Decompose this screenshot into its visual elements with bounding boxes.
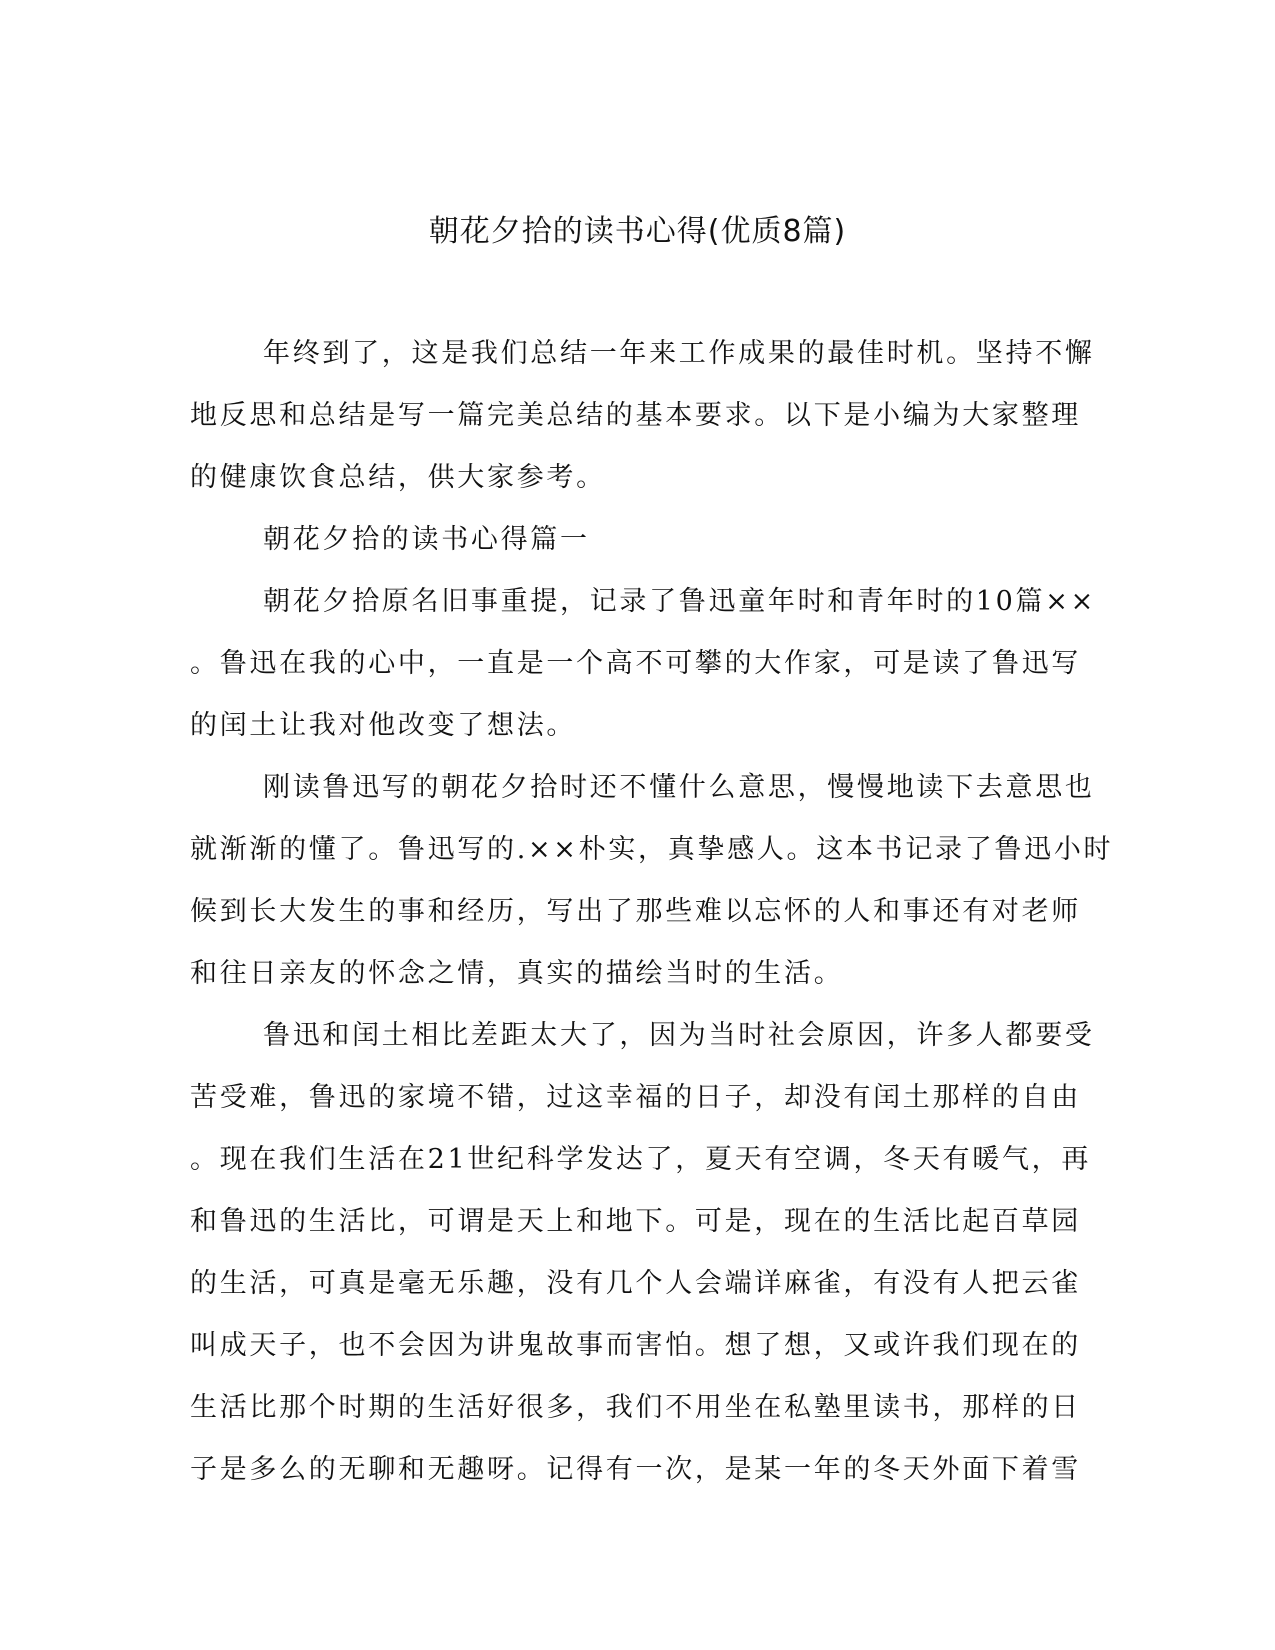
paragraph-line: 的闰土让我对他改变了想法。 <box>190 710 577 741</box>
paragraph-line: 朝花夕拾原名旧事重提，记录了鲁迅童年时和青年时的10篇×× <box>263 586 1096 617</box>
paragraph-line: 苦受难，鲁迅的家境不错，过这幸福的日子，却没有闰土那样的自由 <box>190 1082 1081 1113</box>
paragraph-line: 鲁迅和闰土相比差距太大了，因为当时社会原因，许多人都要受 <box>263 1020 1095 1051</box>
document-title: 朝花夕拾的读书心得(优质8篇) <box>428 214 847 249</box>
paragraph-line: 和鲁迅的生活比，可谓是天上和地下。可是，现在的生活比起百草园 <box>190 1206 1081 1237</box>
paragraph-line: 。现在我们生活在21世纪科学发达了，夏天有空调，冬天有暖气，再 <box>190 1144 1092 1175</box>
paragraph-line: 候到长大发生的事和经历，写出了那些难以忘怀的人和事还有对老师 <box>190 896 1081 927</box>
paragraph-line: 子是多么的无聊和无趣呀。记得有一次，是某一年的冬天外面下着雪 <box>190 1454 1081 1485</box>
document-body <box>190 323 1114 1501</box>
section-heading: 朝花夕拾的读书心得篇一 <box>263 524 590 555</box>
paragraph-line: 就渐渐的懂了。鲁迅写的.××朴实，真挚感人。这本书记录了鲁迅小时 <box>190 834 1114 865</box>
paragraph-line: 叫成天子，也不会因为讲鬼故事而害怕。想了想，又或许我们现在的 <box>190 1330 1081 1361</box>
paragraph-line: 的健康饮食总结，供大家参考。 <box>190 462 606 493</box>
paragraph-line: 年终到了，这是我们总结一年来工作成果的最佳时机。坚持不懈 <box>263 338 1095 369</box>
paragraph-line: 地反思和总结是写一篇完美总结的基本要求。以下是小编为大家整理 <box>190 400 1081 431</box>
paragraph-line: 的生活，可真是毫无乐趣，没有几个人会端详麻雀，有没有人把云雀 <box>190 1268 1081 1299</box>
paragraph-line: 和往日亲友的怀念之情，真实的描绘当时的生活。 <box>190 958 844 989</box>
paragraph-line: 。鲁迅在我的心中，一直是一个高不可攀的大作家，可是读了鲁迅写 <box>190 648 1081 679</box>
paragraph-line: 刚读鲁迅写的朝花夕拾时还不懂什么意思，慢慢地读下去意思也 <box>263 772 1095 803</box>
paragraph-line: 生活比那个时期的生活好很多，我们不用坐在私塾里读书，那样的日 <box>190 1392 1081 1423</box>
